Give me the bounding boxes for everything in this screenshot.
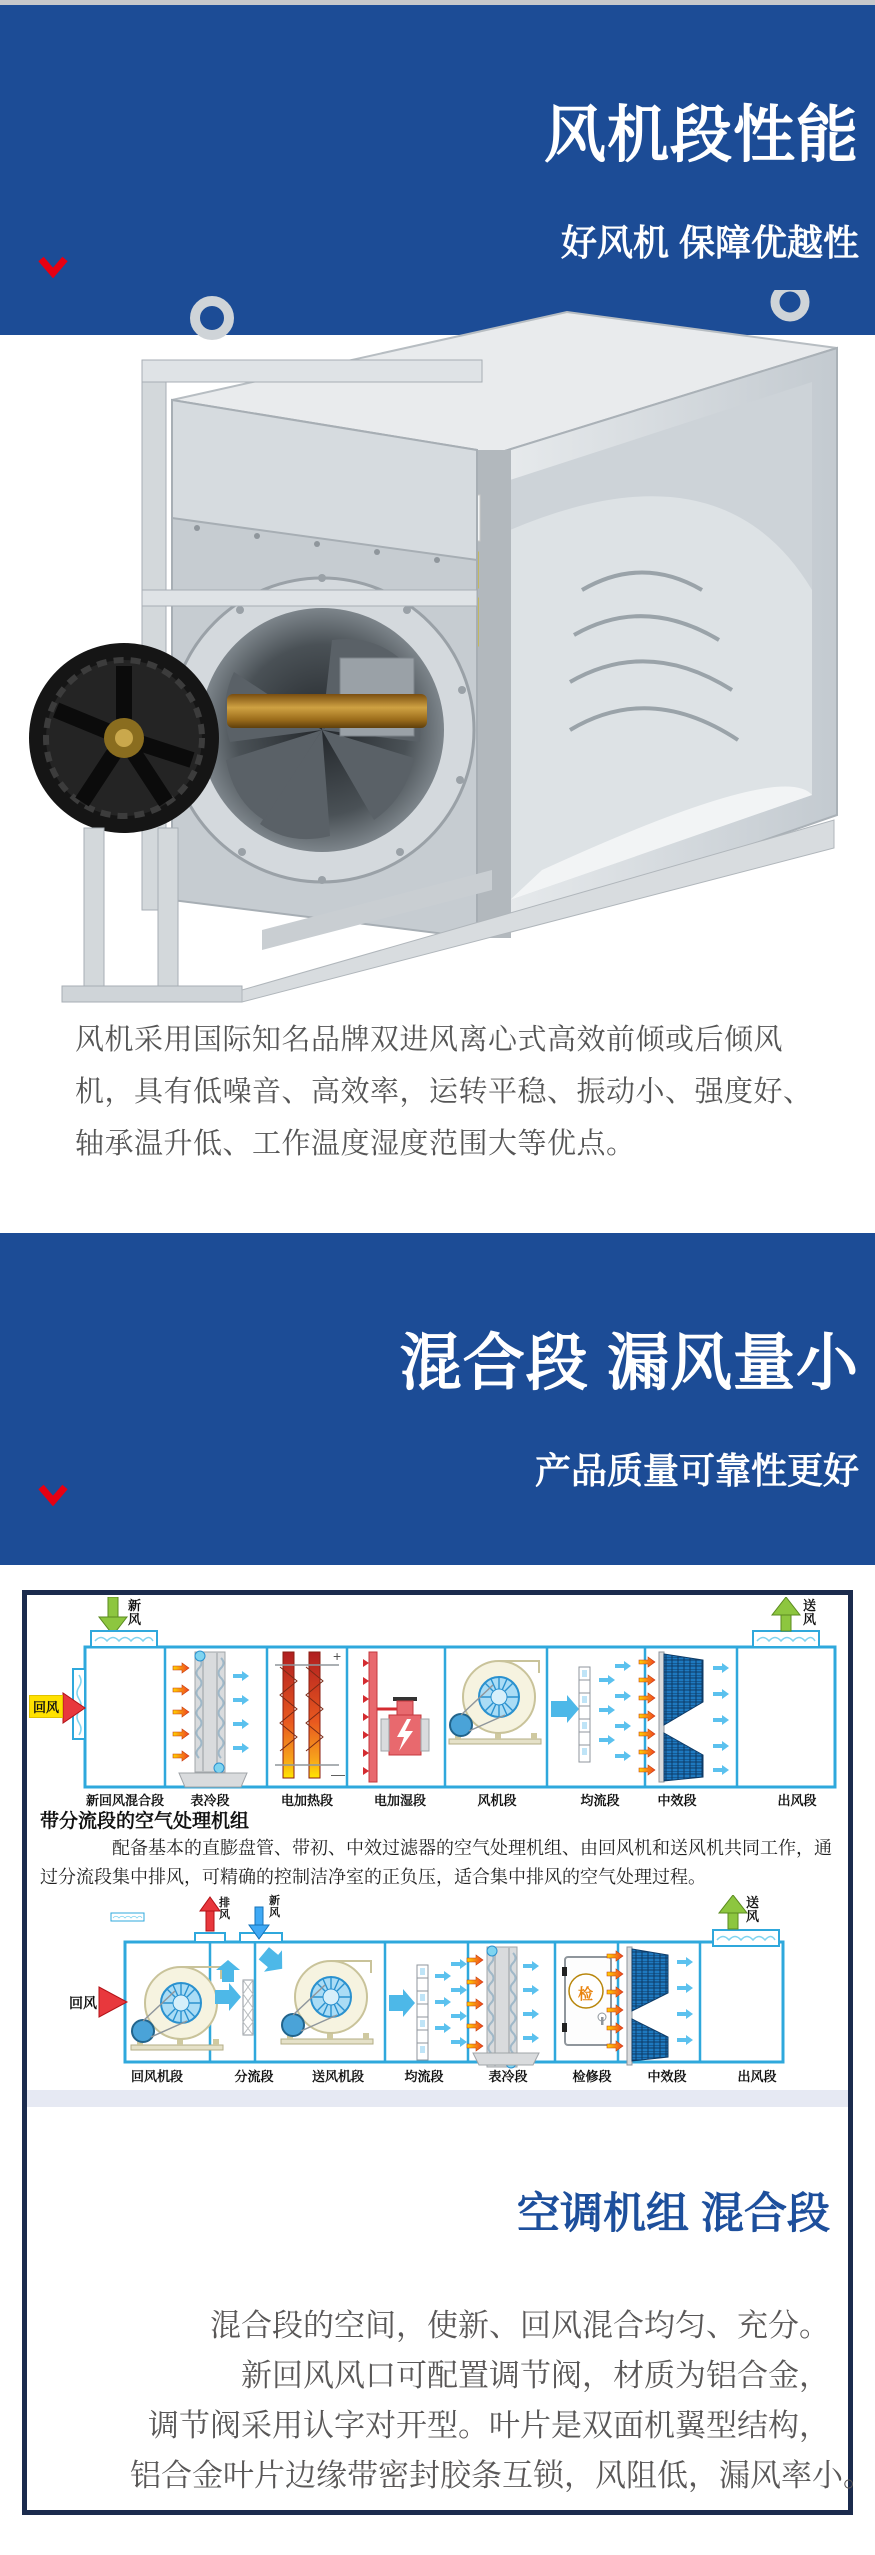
return-air-label: 回风 [69,1995,97,2011]
segment-label: 分流段 [234,2069,274,2084]
fan-product-image [22,290,853,1005]
fresh-air-label: 新风 [269,1895,280,1919]
section-subtitle: 好风机 保障优越性 [560,222,859,263]
segment-label: 中效段 [657,1793,697,1808]
heater-plus-terminal: + [333,1648,342,1664]
segment-label: 回风机段 [130,2069,184,2084]
return-air-label: 回风 [29,1695,63,1718]
ahu-diagram-2 [27,1895,848,2085]
ahu-diagram-1-drawing [27,1597,848,1807]
segment-label: 均流段 [404,2069,444,2084]
ahu-diagram-2-drawing [27,1895,848,2085]
diagram-footer-strip [27,2090,848,2107]
segment-label: 中效段 [647,2069,687,2084]
diagram-description: 配备基本的直膨盘管、带初、中效过滤器的空气处理机组、由回风机和送风机共同工作，通过分流段集中排风，可精确的控制洁净室的正负压，适合集中排风的空气处理过程。 [40,1838,832,1887]
segment-label: 出风段 [777,1793,817,1808]
heater-minus-terminal: — [331,1766,345,1782]
exhaust-air-label: 排风 [219,1897,230,1921]
segment-label: 送风机段 [311,2069,365,2084]
chevron-down-icon [38,256,68,278]
section-title: 风机段性能 [543,101,859,170]
paragraph-line: 混合段的空间，使新、回风混合均匀、充分。 [210,2308,830,2343]
segment-label: 新回风混合段 [85,1793,165,1808]
paragraph-line: 新回风风口可配置调节阀，材质为铝合金， [241,2358,830,2393]
fresh-air-label: 新风 [127,1598,141,1627]
paragraph-line: 铝合金叶片边缘带密封胶条互锁，风阻低，漏风率小。 [130,2458,874,2493]
paragraph-line: 调节阀采用认字对开型。叶片是双面机翼型结构， [148,2408,830,2443]
chevron-down-icon [38,1484,68,1506]
segment-label: 电加热段 [280,1793,334,1808]
fan-description-text: 风机采用国际知名品牌双进风离心式高效前倾或后倾风机，具有低噪音、高效率，运转平稳、振动小、强度好、轴承温升低、工作温度湿度范围大等优点。 [75,1024,813,1160]
segment-label: 检修段 [572,2069,612,2084]
segment-label: 均流段 [580,1793,620,1808]
access-door-label: 检 [578,1986,594,2003]
bottom-section-title: 空调机组 混合段 [517,2190,830,2238]
diagram-heading: 带分流段的空气处理机组 [40,1811,250,1832]
bottom-section-paragraph [130,2301,874,2501]
ahu-diagram-1 [27,1597,848,1807]
segment-label: 出风段 [737,2069,777,2084]
ahu-info-panel [22,1590,874,2515]
segment-label: 风机段 [477,1793,517,1808]
section-title: 混合段 漏风量小 [399,1329,859,1398]
hero-section-fan-performance [0,5,875,335]
supply-air-label: 送风 [802,1598,816,1627]
supply-air-label: 送风 [745,1895,759,1924]
segment-label: 表冷段 [190,1793,230,1808]
segment-label: 电加湿段 [373,1793,427,1808]
segment-label: 表冷段 [488,2069,528,2084]
hero-section-mixing [0,1233,875,1565]
section-subtitle: 产品质量可靠性更好 [534,1450,859,1491]
